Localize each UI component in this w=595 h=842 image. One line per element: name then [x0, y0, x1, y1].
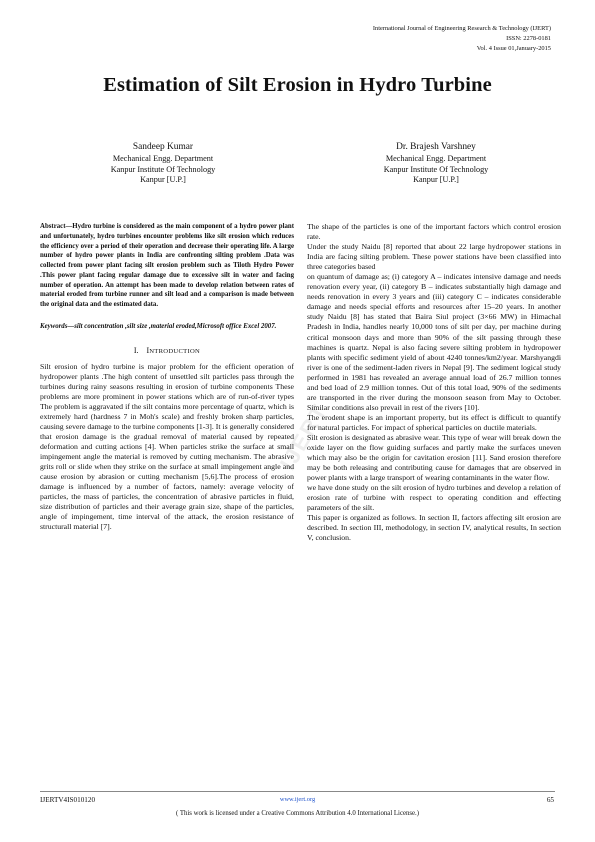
author-name: Sandeep Kumar: [132, 142, 194, 152]
left-column: [40, 222, 294, 532]
section-title-rest: NTRODUCTION: [149, 347, 201, 355]
volume-issue: Vol. 4 Issue 01,January-2015: [476, 45, 551, 53]
author-department: Mechanical Engg. Department: [385, 154, 487, 163]
body-paragraph: The shape of the particles is one of the important factors which control erosion rate.: [307, 222, 561, 242]
abstract: Abstract—Hydro turbine is considered as the main component of a hydro power plant and unfortunately, hydro turbines encounter problems like silt erosion which reduces the efficiency over a period of their operation and decrease their operating life. A large number of hydro power plants in India are confronting silting problem .Data was collected from power plant facing silt erosion problem such as Tiloth Hydro Power .This power plant facing regular damage due to excessive silt in water and facing number of operation. An attempt has been made to develop relation between rates of material eroded from turbine runner and silt load and a comparison is made between the original data and the estimated data.: [40, 223, 294, 308]
body-paragraph: This paper is organized as follows. In section II, factors affecting silt erosion are described. In section III, methodology, in section IV, analytical results, In section V, conclusion.: [307, 513, 561, 543]
journal-name: International Journal of Engineering Research & Technology (IJERT): [372, 25, 551, 32]
intro-paragraph: Silt erosion of hydro turbine is major problem for the efficient operation of hydropower plants .The high content of unsettled silt particles pass through the turbines during rainy seasons resulting in erosion of turbine components These problems are more prominent in power stations which are of run-of-river types The problem is aggravated if the silt contains more percentage of quartz, which is extremely hard (hardness 7 in Moh's scale) and freshly broken sharp particles, causing severe damage to the turbine components [1-3]. It is generally considered that erosion damage is the gradual removal of material caused by repeated deformation and cutting actions [4]. When particles strike the surface at small impingement angle the material is removed by cutting mechanism. The abrasive grits roll or slide when they strike on the surface at small impingement angle and cause erosion by abrasion or cutting mechanism [5,6].The process of erosion damage is influenced by a number of factors, namely: average velocity of particles, the mass of particles, the concentration of abrasive particles in fluid, size distribution of particles and their average grain size, shape of the particles, angle of impingement, time interval of the attack, the erosion resistance of structurall material [7].: [40, 361, 294, 532]
body-paragraph: Under the study Naidu [8] reported that about 22 large hydropower stations in India are facing silting problem. These power stations have been classified into three categories based: [307, 242, 561, 272]
author-block-2: [346, 141, 526, 186]
author-block-1: [73, 141, 253, 186]
body-paragraph: on quantum of damage as; (i) category A – indicates intensive damage and needs renovation every year, (ii) category B – indicates substantially high damage and needs renovation in every 3 years and (iii) category C – indicates considerable damage and needs special efforts and resources after 15–20 years. In another study Naidu [8] has stated that Baira Siul project (3×66 MW) in Himachal Pradesh in India, handles nearly 10,000 tons of silt per day, per machine during critical monsoon days and more than 90% of the silt passing through these machines is quartz. Nepal is also facing severe silting problem in hydropower plants with specific sediment yield of about 4240 tonnes/km2/year. Marshyangdi river is one of the sediment-laden rivers in Nepal [9]. The sediment logical study performed in 1981 has revealed an average annual load of 26.7 million tonnes and bed load of 2.9 million tonnes. Out of this total load, 90% of the sediments are transported in the river during the monsoon season from May to October. Similar conditions also prevail in rest of the rivers [10].: [307, 272, 561, 412]
section-heading-introduction: [40, 346, 294, 355]
license-notice: ( This work is licensed under a Creative Commons Attribution 4.0 International License.): [176, 810, 419, 817]
author-location: Kanpur [U.P.]: [413, 175, 459, 185]
issn: ISSN: 2278-0181: [506, 35, 551, 43]
journal-header: [211, 24, 551, 55]
watermark: IJERT: [274, 399, 333, 475]
right-column: [307, 222, 561, 544]
body-paragraph: The erodent shape is an important property, but its effect is difficult to quantify for natural particles. For impact of spherical particles on ductile materials.: [307, 412, 561, 432]
author-institute: Kanpur Institute Of Technology: [110, 164, 216, 174]
footer-divider: [40, 791, 555, 792]
author-department: Mechanical Engg. Department: [112, 154, 214, 163]
body-paragraph: we have done study on the silt erosion of hydro turbines and develop a relation of erosion rate of turbine with respect to operating condition and effecting parameters of the silt.: [307, 483, 561, 513]
section-number: I.: [133, 345, 139, 355]
body-paragraph: Silt erosion is designated as abrasive wear. This type of wear will break down the oxide layer on the flow guiding surfaces and partly make the surfaces uneven which may also be the origin for cavitation erosion [11]. Sand erosion therefore may be both releasing and contributing cause for damages that are observed in power plants with a large transport of wearing contaminants in the water flow.: [307, 432, 561, 483]
author-location: Kanpur [U.P.]: [140, 175, 186, 185]
section-initial: I: [146, 345, 150, 355]
author-institute: Kanpur Institute Of Technology: [383, 164, 489, 174]
author-name: Dr. Brajesh Varshney: [396, 142, 476, 152]
journal-url-link[interactable]: www.ijert.org: [279, 796, 316, 803]
paper-id: IJERTV4IS010120: [40, 796, 96, 804]
paper-title: Estimation of Silt Erosion in Hydro Turbine: [103, 74, 492, 96]
keywords: Keywords—silt concentration ,silt size ,material eroded,Microsoft office Excel 2007.: [40, 322, 277, 330]
page-number: 65: [546, 796, 554, 804]
